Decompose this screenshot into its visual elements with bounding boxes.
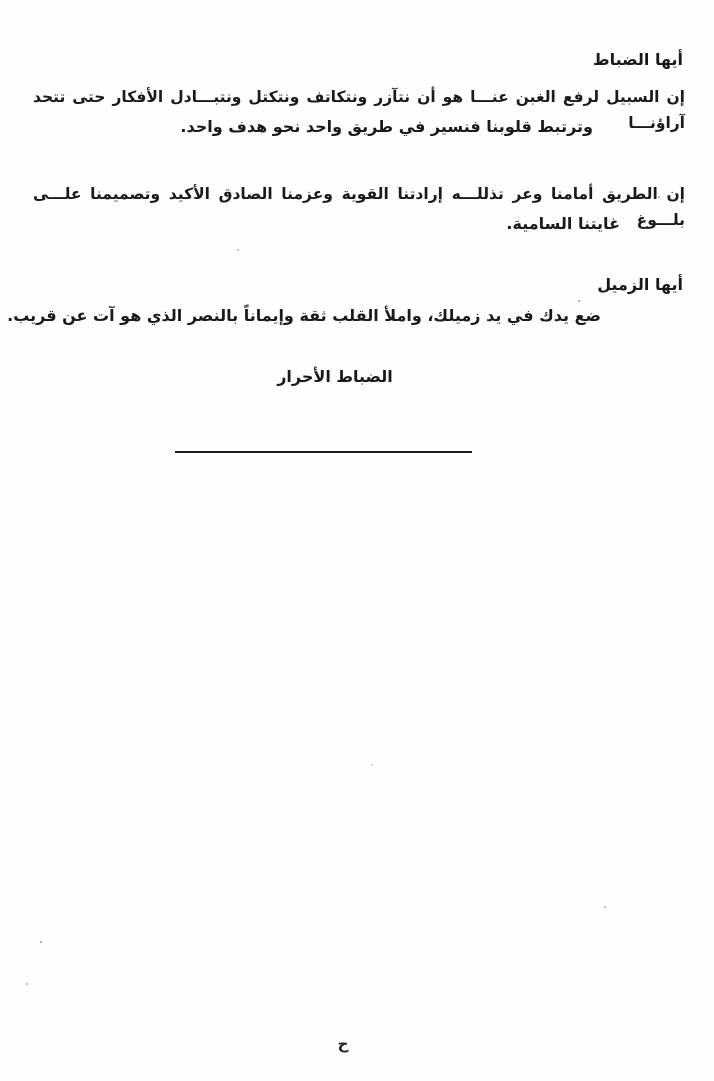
scan-noise-specks	[0, 0, 2, 2]
paragraph-2-line-2: غايتنا السامية.	[506, 214, 620, 233]
page-number-text: ح	[337, 1035, 349, 1053]
signature-text: الضباط الأحرار	[277, 367, 393, 386]
paragraph-1-line-2: وترتبط قلوبنا فنسير في طريق واحد نحو هدف واحد.	[180, 117, 593, 136]
paragraph-1-line-1: إن السبيل لرفع الغبن عنـــا هو أن نتآزر ونتكاتف ونتكتل ونتبـــادل الأفكار حتى تتحد آراؤنـــا	[33, 88, 685, 132]
section-heading-officers: أيها الضباط	[592, 50, 683, 69]
page-number-block	[0, 1034, 714, 1053]
section-heading-colleague: أيها الزميل	[597, 275, 683, 294]
horizontal-rule	[175, 451, 472, 453]
paragraph-2-line-1: إن الطريق أمامنا وعر تذللـــه إرادتنا القوية وعزمنا الصادق الأكيد وتصميمنا علـــى بلـــوغ	[33, 185, 685, 229]
paragraph-3-line-1: ضع يدك في يد زميلك، واملأ القلب ثقة وإيماناً بالنصر الذي هو آت عن قريب.	[7, 306, 601, 325]
signature-block	[0, 367, 714, 386]
